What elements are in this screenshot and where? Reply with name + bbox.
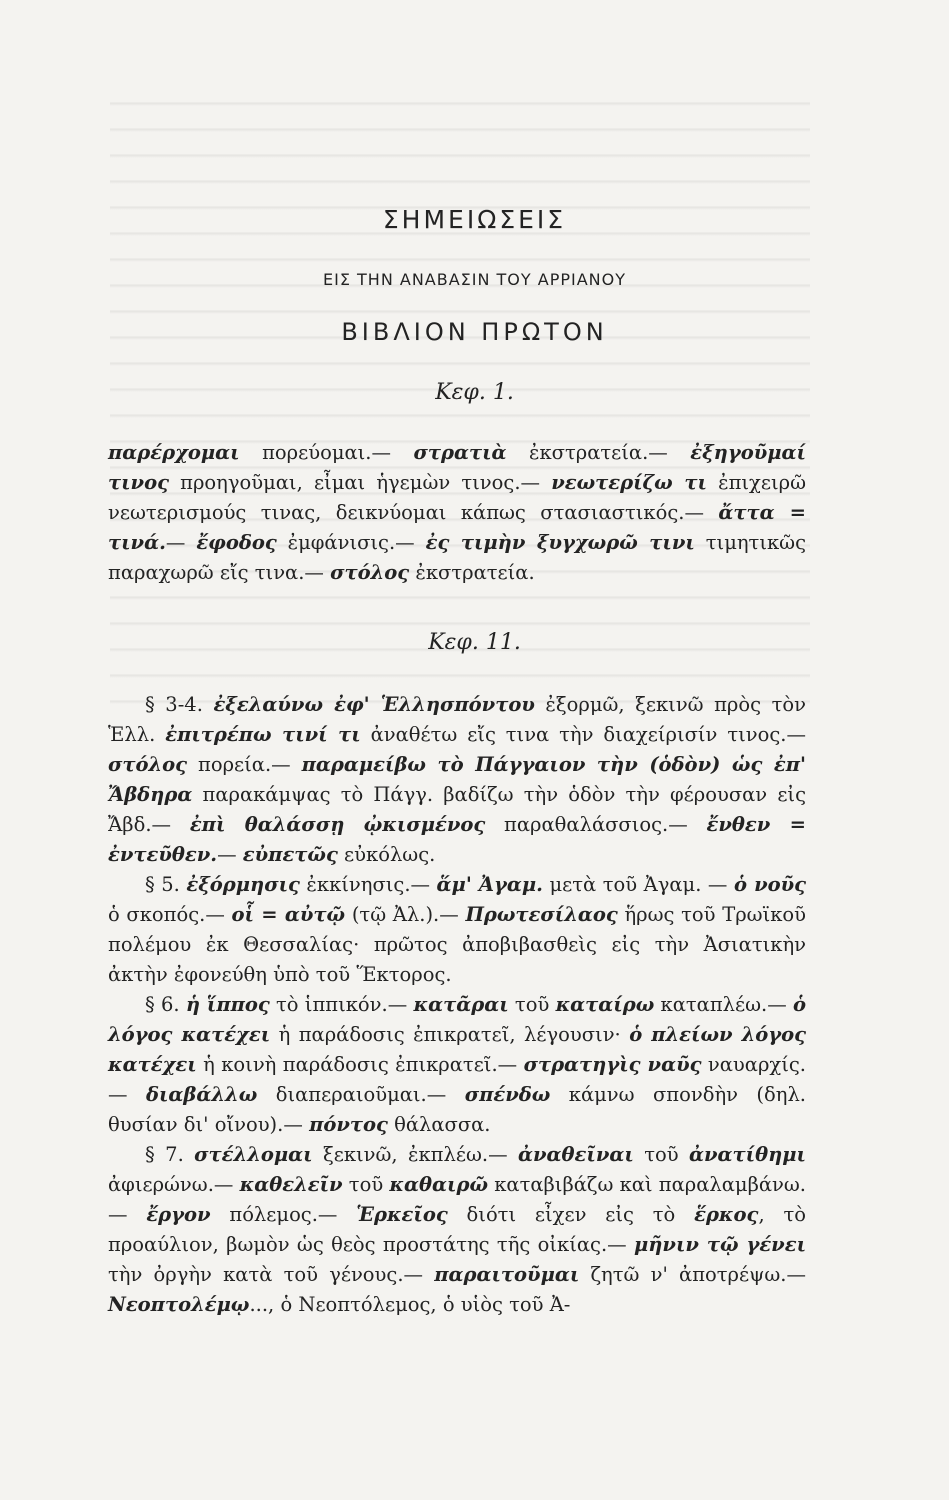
lemma-term: πόντος [309, 1113, 388, 1136]
gloss-text: παρακάμψας τὸ Πάγγ. βαδίζω τὴν ὁδὸν τὴν φέρουσαν εἰς Ἄβδ.— [108, 783, 806, 836]
gloss-text: ἥρως τοῦ Τρωϊκοῦ πολέμου ἐκ Θεσσαλίας· πρῶτος ἀποβιβασθεὶς εἰς τὴν Ἀσιατικὴν ἀκτὴν ἐφονεύθη ὑπὸ τοῦ Ἕκτορος. [108, 903, 806, 986]
chapter-1-paragraph [108, 438, 806, 588]
lemma-term: ὁ πλείων λόγος κατέχει [108, 1023, 806, 1076]
gloss-text: ζητῶ ν' ἀποτρέψω.— [579, 1263, 806, 1286]
gloss-text: πορεύομαι.— [239, 441, 414, 464]
lemma-term: παρέρχομαι [108, 441, 240, 464]
lemma-term: Πρωτεσίλαος [465, 903, 618, 926]
gloss-text: τὴν ὀργὴν κατὰ τοῦ γένους.— [108, 1263, 435, 1286]
gloss-text: ναυαρχίς.— [108, 1053, 806, 1106]
lemma-term: ἅμ' Ἀγαμ. [436, 873, 543, 896]
lemma-term: παραιτοῦμαι [434, 1263, 580, 1286]
lemma-term: Νεοπτολέμῳ [108, 1293, 250, 1316]
gloss-text: § 6. [145, 993, 186, 1016]
book-title: ΒΙΒΛΙΟΝ ΠΡΩΤΟΝ [341, 318, 608, 346]
gloss-text: διότι εἶχεν εἰς τὸ [447, 1203, 695, 1226]
paragraph-section-7 [108, 1140, 806, 1320]
gloss-text: ἐκκίνησις.— [299, 873, 437, 896]
lemma-term: ἀναθεῖναι [517, 1143, 634, 1166]
chapter-11-notes [108, 690, 806, 1320]
lemma-term: στρατηγὶς ναῦς [523, 1053, 702, 1076]
gloss-text: ἡ κοινὴ παράδοσις ἐπικρατεῖ.— [196, 1053, 524, 1076]
lemma-term: μῆνιν τῷ γένει [633, 1233, 806, 1256]
gloss-text: § 5. [145, 873, 187, 896]
lemma-term: καταίρω [555, 993, 655, 1016]
lemma-term: στόλος [330, 561, 410, 584]
gloss-text: § 7. [145, 1143, 195, 1166]
gloss-text: — [217, 843, 243, 866]
gloss-text: θάλασσα. [387, 1113, 491, 1136]
lemma-term: ἐς τιμὴν ξυγχωρῶ τινι [425, 531, 695, 554]
lemma-term: ἐξελαύνω ἐφ' Ἑλλησπόντου [213, 693, 535, 716]
gloss-text: καταπλέω.— [654, 993, 793, 1016]
lemma-term: ἄττα = τινά. [108, 501, 806, 554]
gloss-text: ἐπιχειρῶ νεωτερισμούς τινας, δεικνύομαι κάπως στασιαστικός.— [108, 471, 806, 524]
gloss-text: § 3-4. [145, 693, 214, 716]
chapter-1-heading: Κεφ. 1. [435, 380, 514, 405]
gloss-text: , τὸ προαύλιον, βωμὸν ὡς θεὸς προστάτης τῆς οἰκίας.— [108, 1203, 806, 1256]
lemma-term: ἐξόρμησις [186, 873, 300, 896]
gloss-text: ..., ὁ Νεοπτόλεμος, ὁ υἱὸς τοῦ Ἀ- [249, 1293, 571, 1316]
lemma-term: Ἑρκεῖος [356, 1203, 448, 1226]
lemma-term: διαβάλλω [145, 1083, 258, 1106]
gloss-text: ἐμφάνισις.— [276, 531, 426, 554]
gloss-text: προηγοῦμαι, εἶμαι ἡγεμὼν τινος.— [168, 471, 552, 494]
gloss-text: ἐκστρατεία.— [506, 441, 691, 464]
gloss-text: μετὰ τοῦ Ἀγαμ. — [542, 873, 734, 896]
gloss-text: κάμνω σπονδὴν (δηλ. θυσίαν δι' οἴνου).— [108, 1083, 807, 1136]
lemma-term: καθελεῖν [239, 1173, 343, 1196]
gloss-text: ἀναθέτω εἴς τινα τὴν διαχείρισίν τινος.— [360, 723, 806, 746]
gloss-text: ἀφιερώνω.— [108, 1173, 240, 1196]
gloss-text: πορεία.— [187, 753, 302, 776]
gloss-text: (τῷ Ἀλ.).— [345, 903, 466, 926]
gloss-text: ἐξορμῶ, ξεκινῶ πρὸς τὸν Ἑλλ. [108, 693, 806, 746]
lemma-term: εὐπετῶς [242, 843, 338, 866]
lemma-term: στρατιὰ [413, 441, 507, 464]
notes-title: ΣΗΜΕΙΩΣΕΙΣ [382, 205, 567, 234]
gloss-text: ὁ σκοπός.— [108, 903, 232, 926]
lemma-term: παραμείβω τὸ Πάγγαιον τὴν (ὁδὸν) ὡς ἐπ' Ἄβδηρα [108, 753, 806, 806]
notes-subtitle: ΕΙΣ ΤΗΝ ΑΝΑΒΑΣΙΝ ΤΟΥ ΑΡΡΙΑΝΟΥ [322, 270, 626, 289]
gloss-text: πόλεμος.— [210, 1203, 357, 1226]
lemma-term: στόλος [108, 753, 188, 776]
gloss-text: τοῦ [508, 993, 556, 1016]
lemma-term: ὁ λόγος κατέχει [108, 993, 807, 1046]
gloss-text: ἡ παράδοσις ἐπικρατεῖ, λέγουσιν· [270, 1023, 630, 1046]
gloss-text: τὸ ἱππικόν.— [269, 993, 414, 1016]
lemma-term: ἔφοδος [196, 531, 277, 554]
chapter-1-notes [108, 438, 806, 588]
lemma-term: ἐπιτρέπω τινί τι [165, 723, 361, 746]
paragraph-section-3-4 [108, 690, 806, 870]
chapter-11-heading: Κεφ. 11. [428, 630, 521, 655]
gloss-text: τοῦ [342, 1173, 390, 1196]
gloss-text: τιμητικῶς παραχωρῶ εἴς τινα.— [108, 531, 806, 584]
lemma-term: στέλλομαι [194, 1143, 313, 1166]
gloss-text: — [165, 531, 197, 554]
lemma-term: ὁ νοῦς [733, 873, 807, 896]
gloss-text: ξεκινῶ, ἐκπλέω.— [312, 1143, 518, 1166]
gloss-text: καταβιβάζω καὶ παραλαμβάνω.— [108, 1173, 807, 1226]
lemma-term: ἐξηγοῦμαί τινος [108, 441, 806, 494]
lemma-term: ἡ ἵππος [185, 993, 270, 1016]
lemma-term: ἔνθεν = ἐντεῦθεν. [108, 813, 807, 866]
paragraph-section-6 [108, 990, 806, 1140]
lemma-term: ἐπὶ θαλάσσῃ ᾠκισμένος [189, 813, 486, 836]
gloss-text: εὐκόλως. [337, 843, 436, 866]
lemma-term: ἕρκος [694, 1203, 759, 1226]
lemma-term: καθαιρῶ [389, 1173, 489, 1196]
gloss-text: ἐκστρατεία. [409, 561, 535, 584]
lemma-term: νεωτερίζω τι [551, 471, 707, 494]
gloss-text: παραθαλάσσιος.— [485, 813, 707, 836]
gloss-text: τοῦ [633, 1143, 689, 1166]
lemma-term: ἀνατίθημι [689, 1143, 806, 1166]
paragraph-section-5 [108, 870, 806, 990]
lemma-term: οἷ = αὐτῷ [231, 903, 346, 926]
gloss-text: διαπεραιοῦμαι.— [257, 1083, 465, 1106]
lemma-term: κατᾶραι [413, 993, 509, 1016]
lemma-term: ἔργον [146, 1203, 211, 1226]
lemma-term: σπένδω [464, 1083, 551, 1106]
